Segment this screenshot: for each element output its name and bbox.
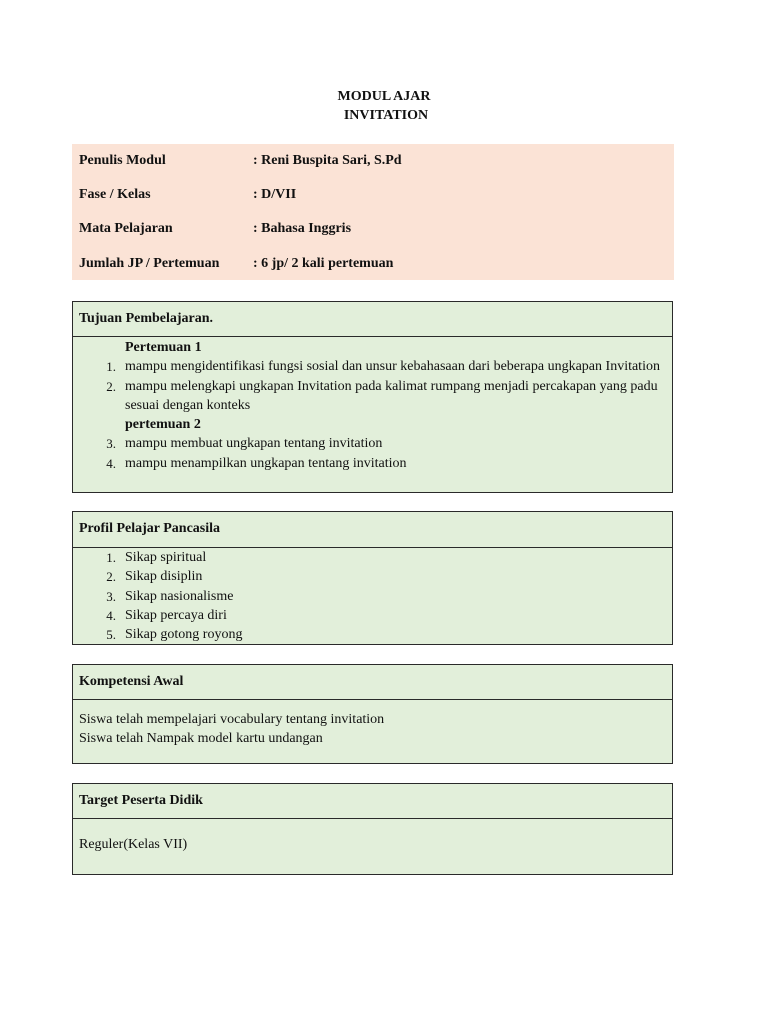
section-body [73, 819, 672, 854]
section-heading: Kompetensi Awal [73, 665, 672, 700]
item-text: mampu melengkapi ungkapan Invitation pada kalimat rumpang menjadi percakapan yang padu sesuai dengan konteks [125, 378, 658, 413]
item-number: 2. [106, 569, 116, 585]
module-info-panel [72, 144, 674, 280]
section-heading: Tujuan Pembelajaran. [73, 302, 672, 337]
info-label: Jumlah JP / Pertemuan [79, 256, 220, 271]
kompetensi-line: Siswa telah Nampak model kartu undangan [79, 731, 323, 747]
item-text: Sikap spiritual [125, 550, 207, 565]
meeting-1-label: Pertemuan 1 [125, 340, 202, 355]
info-label: Fase / Kelas [79, 187, 151, 202]
tujuan-pembelajaran-section [72, 301, 673, 493]
item-text: Sikap disiplin [125, 569, 203, 585]
list-item [73, 567, 672, 586]
section-body [73, 337, 672, 473]
kompetensi-awal-section [72, 664, 673, 764]
item-number: 1. [106, 359, 116, 375]
list-item [73, 454, 672, 473]
item-number: 1. [106, 550, 116, 565]
title-line-invitation: INVITATION [343, 108, 429, 123]
item-text: mampu membuat ungkapan tentang invitation [125, 436, 383, 452]
item-number: 3. [106, 588, 116, 604]
target-peserta-didik-section [72, 783, 673, 875]
list-item [73, 357, 672, 376]
info-value: : 6 jp/ 2 kali pertemuan [253, 256, 394, 271]
item-text: mampu menampilkan ungkapan tentang invitation [125, 455, 407, 471]
section-heading: Target Peserta Didik [73, 784, 672, 819]
document-title [0, 87, 768, 125]
section-body [73, 700, 672, 749]
item-text: Sikap gotong royong [125, 627, 243, 643]
list-item [73, 434, 672, 453]
list-item [73, 377, 672, 416]
section-body [73, 548, 672, 644]
item-text: Sikap nasionalisme [125, 588, 234, 604]
info-value: : D/VII [253, 187, 297, 202]
section-heading: Profil Pelajar Pancasila [73, 512, 672, 548]
meeting-2-label: pertemuan 2 [125, 417, 201, 433]
list-item [73, 625, 672, 644]
item-number: 2. [106, 378, 116, 394]
info-label: Penulis Modul [79, 153, 166, 168]
list-item [73, 548, 672, 567]
title-line-modul-ajar: MODUL AJAR [337, 89, 431, 104]
item-text: mampu mengidentifikasi fungsi sosial dan unsur kebahasaan dari beberapa ungkapan Invitation [125, 359, 660, 375]
item-number: 4. [106, 455, 116, 471]
info-value: : Reni Buspita Sari, S.Pd [253, 153, 402, 168]
item-number: 5. [106, 627, 116, 643]
list-item [73, 587, 672, 606]
info-value: : Bahasa Inggris [253, 221, 352, 236]
item-text: Sikap percaya diri [125, 607, 227, 623]
list-item [73, 606, 672, 625]
item-number: 4. [106, 607, 116, 623]
target-text: Reguler(Kelas VII) [79, 837, 188, 852]
profil-pelajar-pancasila-section [72, 511, 673, 645]
info-label: Mata Pelajaran [79, 221, 173, 236]
kompetensi-line: Siswa telah mempelajari vocabulary tentang invitation [79, 712, 385, 727]
item-number: 3. [106, 436, 116, 452]
